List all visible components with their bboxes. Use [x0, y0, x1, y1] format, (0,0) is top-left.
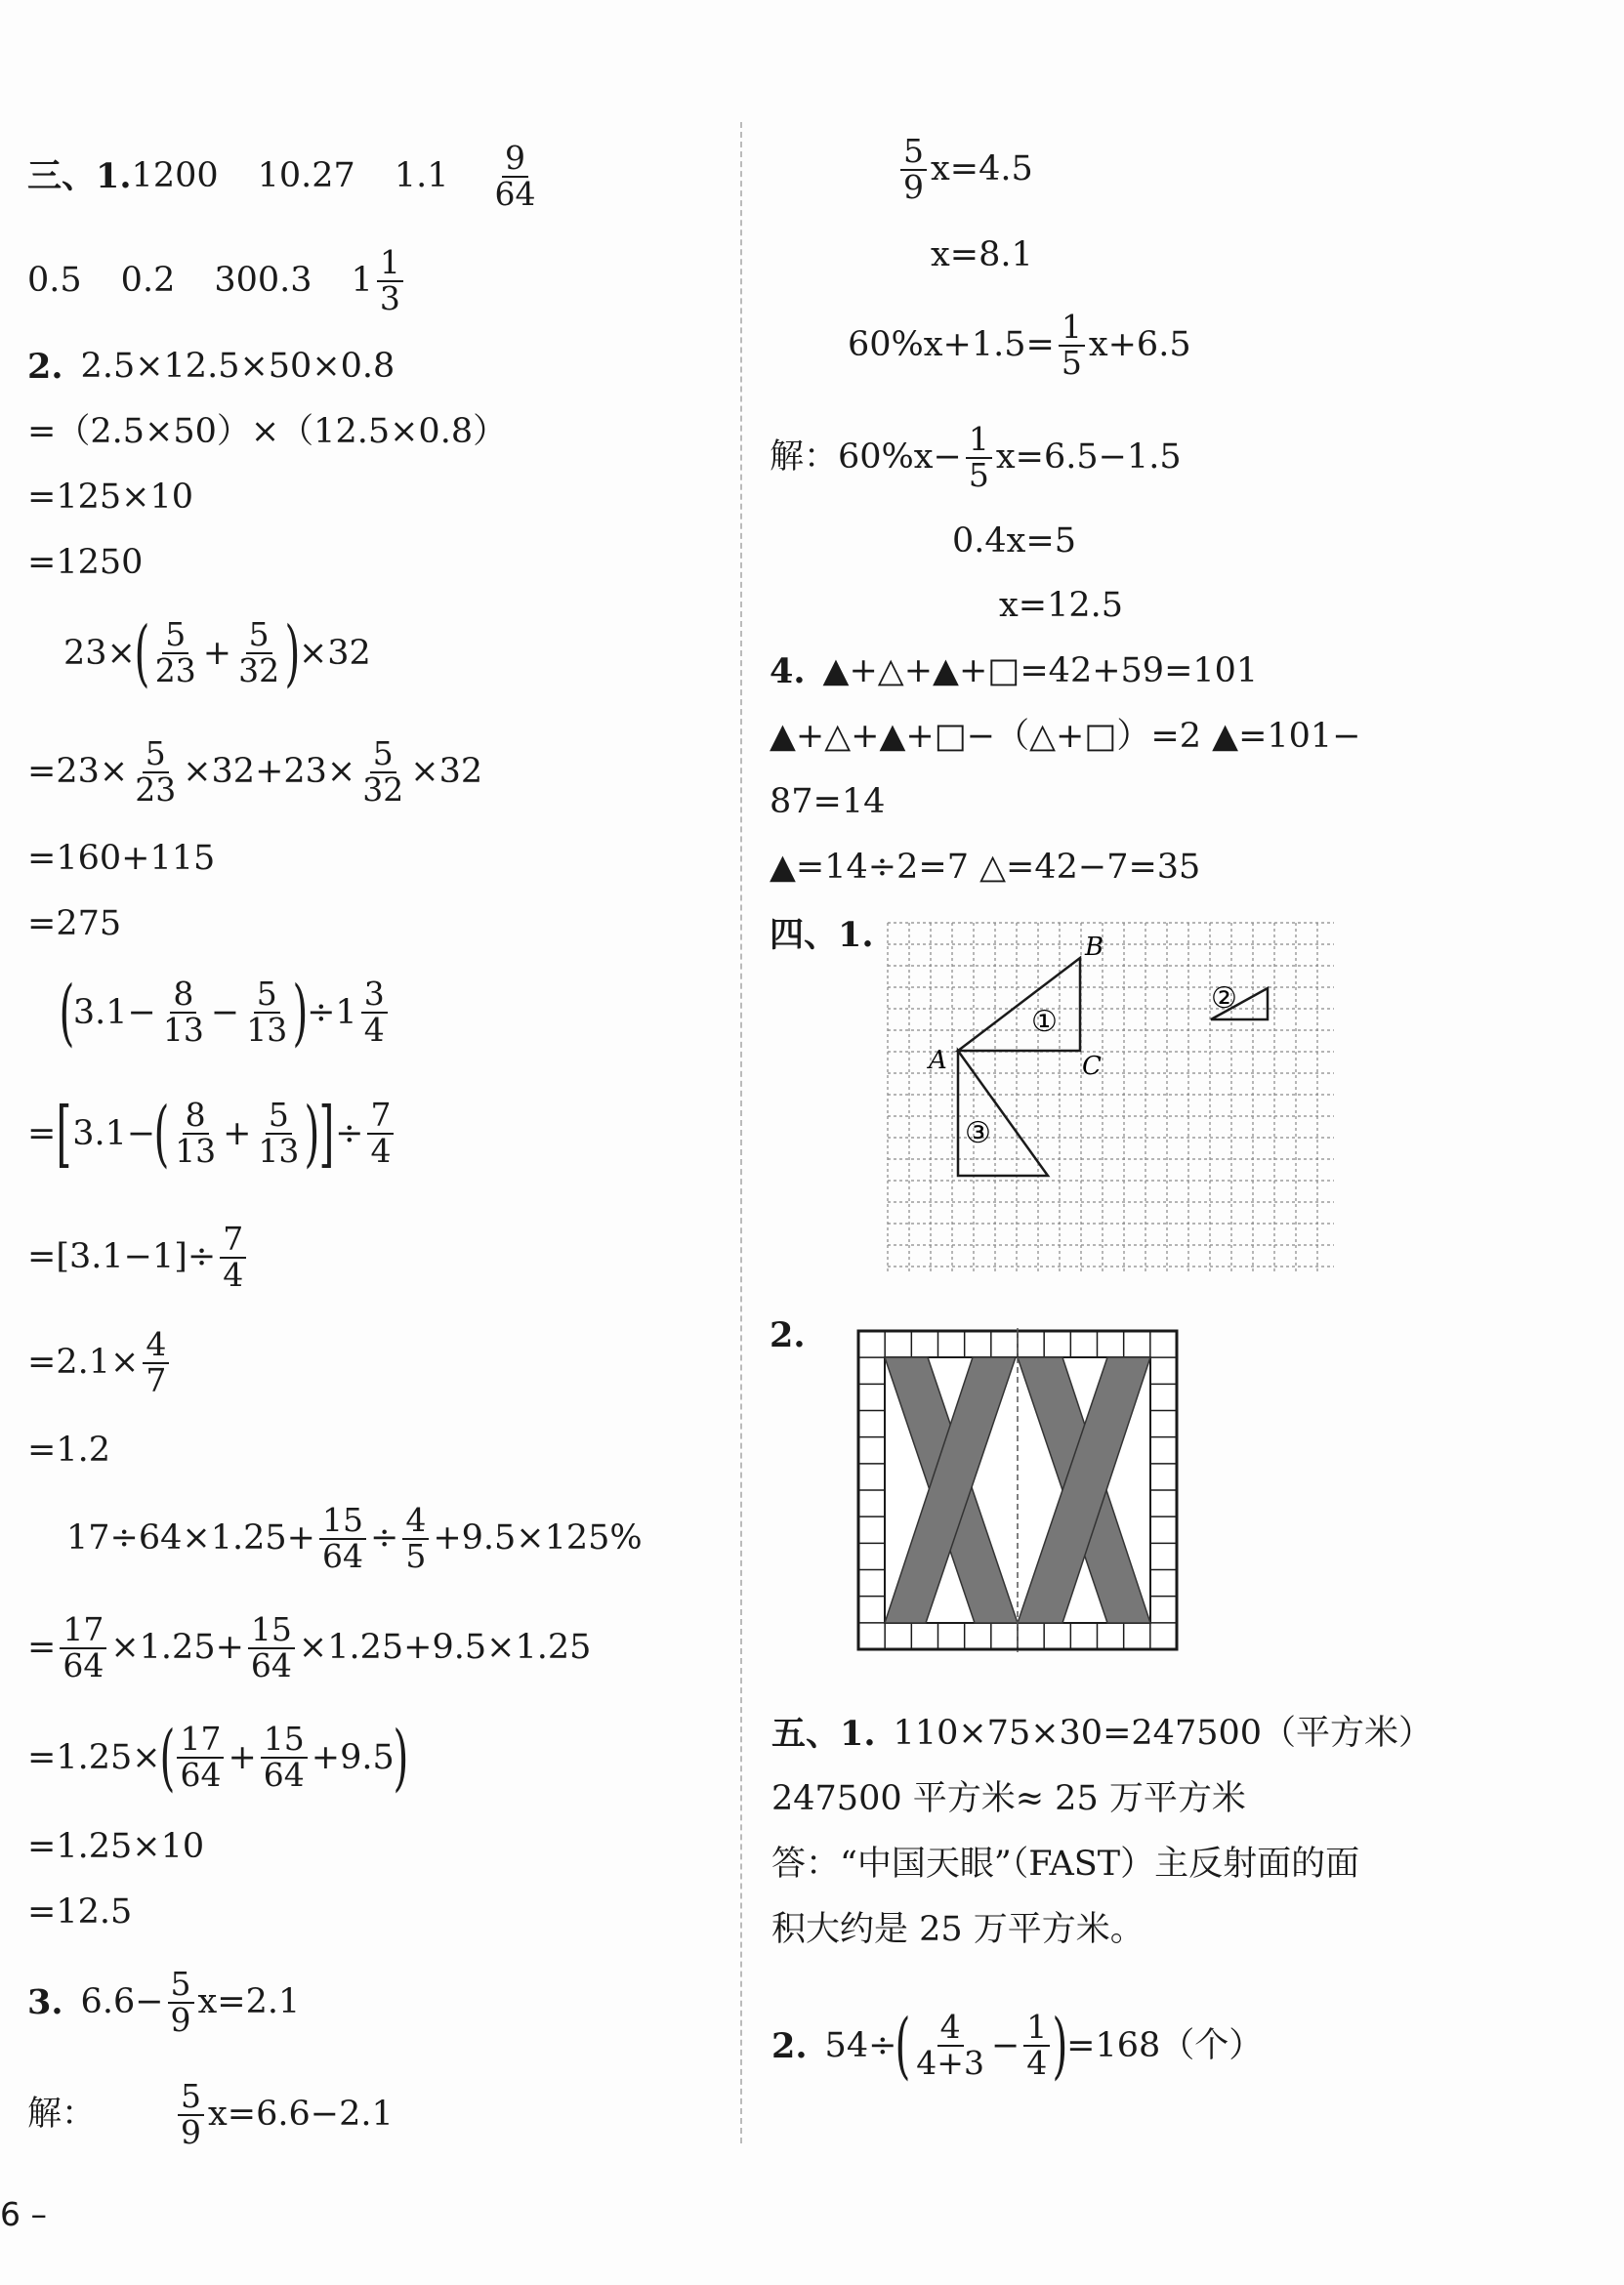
pattern-figure — [855, 1328, 1182, 1652]
s5-q2: 2. 54÷ ( $\frac{4}{4+3}$ − $\frac{1}{4}$ ) =168（个） — [771, 2004, 1264, 2088]
s5-line2: 247500 平方米≈ 25 万平方米 — [771, 1779, 1246, 1818]
e1-line3: =125×10 — [27, 478, 193, 517]
section-4-heading: 四、1. — [770, 915, 874, 955]
e2-line2: =23× $\frac{5}{23}$ ×32+23× $\frac{5}{32}$ ×32 — [27, 734, 483, 809]
e7-line1: 4. ▲+△+▲+□=42+59=101 — [770, 651, 1259, 691]
label-C: C — [1082, 1052, 1102, 1081]
e7-line3: 87=14 — [770, 782, 886, 821]
e2-line1: 23× ( $\frac{5}{23}$ + $\frac{5}{32}$ ) ×32 — [63, 611, 371, 695]
e3-line5: =1.2 — [27, 1431, 110, 1470]
e6-line3: 0.4x=5 — [952, 521, 1076, 561]
grid-figure — [887, 922, 1336, 1273]
column-divider — [740, 122, 742, 2143]
e3-line2: = [ 3.1− ( $\frac{8}{13}$ + $\frac{5}{13}$ ) ] ÷ $\frac{7}{4}$ — [27, 1098, 397, 1170]
page-number: 6 – — [0, 2195, 47, 2233]
s5-line1: 五、1. 110×75×30=247500（平方米） — [771, 1714, 1434, 1754]
e4-line4: =1.25×10 — [27, 1827, 205, 1866]
e3-line1: ( 3.1− $\frac{8}{13}$ − $\frac{5}{13}$ ) ÷1 $\frac{3}{4}$ — [61, 976, 392, 1049]
e1-line1: 2. 2.5×12.5×50×0.8 — [27, 347, 396, 387]
fraction: $\frac{9}{64}$ — [494, 139, 536, 213]
e7-line4: ▲=14÷2=7 △=42−7=35 — [770, 848, 1201, 887]
s3-row1: 三、1. 1200 10.27 1.1 $\frac{9}{64}$ — [27, 142, 543, 211]
e1-line2: =（2.5×50）×（12.5×0.8） — [27, 412, 508, 451]
e6-line4: x=12.5 — [999, 586, 1123, 625]
label-1: ① — [1031, 1005, 1058, 1039]
label-B: B — [1085, 933, 1104, 962]
e5-line4: x=8.1 — [931, 235, 1033, 274]
e7-line2: ▲+△+▲+□−（△+□）=2 ▲=101− — [770, 717, 1361, 756]
e6-line1: 60%x+1.5= $\frac{1}{5}$ x+6.5 — [848, 308, 1191, 382]
e5-line2: 解： $\frac{5}{9}$ x=6.6−2.1 — [27, 2077, 394, 2151]
e4-line2: = $\frac{17}{64}$ ×1.25+ $\frac{15}{64}$ ×1.25+9.5×1.25 — [27, 1610, 592, 1684]
fraction: $\frac{1}{3}$ — [377, 246, 403, 315]
e3-line4: =2.1× $\frac{4}{7}$ — [27, 1328, 173, 1397]
s5-line4: 积大约是 25 万平方米。 — [771, 1910, 1145, 1949]
e2-line4: =275 — [27, 904, 122, 943]
triangle-3 — [958, 1051, 1048, 1176]
label-2: ② — [1211, 981, 1237, 1016]
e4-line1: 17÷64×1.25+ $\frac{15}{64}$ ÷ $\frac{4}{5}$ +9.5×125% — [66, 1501, 643, 1575]
s3-row2: 0.5 0.2 300.3 1 $\frac{1}{3}$ — [27, 246, 407, 315]
e4-line3: =1.25× ( $\frac{17}{64}$ + $\frac{15}{64}$ +9.5 ) — [27, 1716, 409, 1800]
triangle-1 — [958, 958, 1080, 1051]
section-3-heading: 三、1. — [27, 156, 132, 197]
s5-line3: 答：“中国天眼”（FAST）主反射面的面 — [771, 1845, 1360, 1884]
e3-line3: =[3.1−1]÷ $\frac{7}{4}$ — [27, 1223, 250, 1292]
e5-line1: 3. 6.6− $\frac{5}{9}$ x=2.1 — [27, 1965, 301, 2039]
e1-line4: =1250 — [27, 543, 144, 582]
e6-line2: 解： 60%x− $\frac{1}{5}$ x=6.5−1.5 — [770, 420, 1182, 494]
s4-q2: 2. — [770, 1315, 806, 1355]
e4-line5: =12.5 — [27, 1892, 133, 1932]
label-A: A — [929, 1046, 947, 1075]
e5-line3: $\frac{5}{9}$ x=4.5 — [896, 135, 1033, 204]
label-3: ③ — [965, 1116, 991, 1150]
e2-line3: =160+115 — [27, 839, 216, 878]
